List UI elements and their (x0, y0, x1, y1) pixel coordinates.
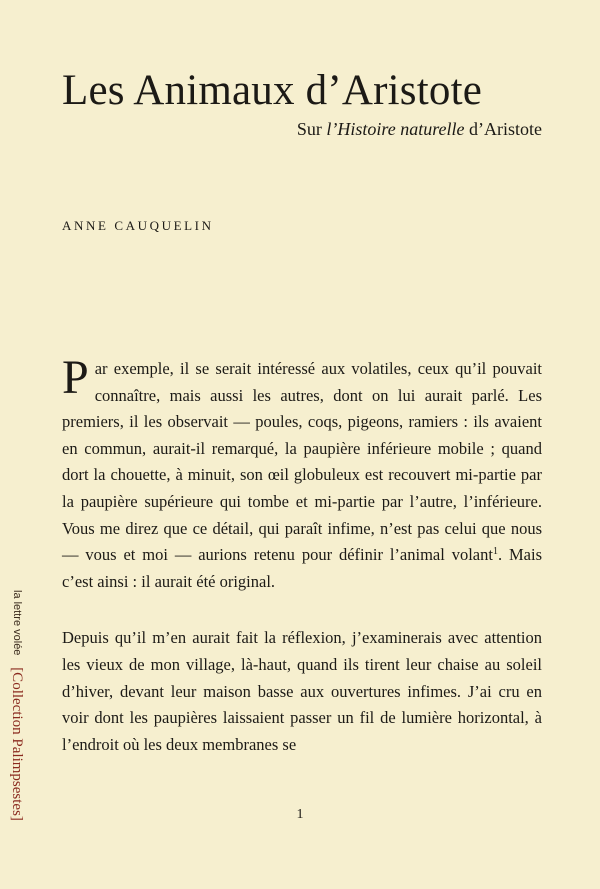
subtitle-italic: l’Histoire naturelle (326, 119, 465, 139)
footnote-marker: 1 (492, 546, 498, 558)
collection-name: [Collection Palimpsestes] (9, 667, 25, 821)
drop-cap: P (62, 351, 89, 404)
paragraph-first-text: ar exemple, il se serait intéressé aux volatiles, ceux qu’il pouvait connaître, mais aussi les autres, dont on lui aurait parlé. Les premiers, il les observait — poules, coqs, pigeons, ramiers : ils avaient en commun, aurait-il remarqué, la paupière inférieure mobile ; quand dort la chouette, à minuit, son œil globuleux est recouvert mi-partie par la paupière supérieure qui tombe et mi-partie par l’autre, l’inférieure. Vous me direz que ce détail, qui paraît infime, n’est pas celui que nous — vous et moi — aurions retenu pour définir l’animal volant (62, 359, 542, 565)
book-title: Les Animaux d’Aristote (62, 67, 482, 114)
book-subtitle (142, 118, 542, 140)
publisher-name: la lettre volée (11, 590, 23, 656)
paragraph-first-end: . Mais c’est ainsi : il aurait été original. (62, 545, 543, 591)
author-name: ANNE CAUQUELIN (62, 218, 214, 233)
paragraph-second: Depuis qu’il m’en aurait fait la réflexion, j’examinerais avec attention les vieux de mon village, là-haut, quand ils tirent leur chaise au soleil d’hiver, devant leur maison basse aux ouvertures infimes. J’ai cru en voir dont les paupières laissaient passer un fil de lumière horizontal, à l’endroit où les deux membranes se (62, 628, 542, 754)
subtitle-suffix: d’Aristote (464, 119, 542, 139)
paragraph-first (62, 351, 543, 595)
body-text (62, 351, 543, 758)
spine-imprint (8, 590, 26, 821)
page-number: 1 (296, 807, 304, 822)
subtitle-prefix: Sur (296, 119, 327, 139)
